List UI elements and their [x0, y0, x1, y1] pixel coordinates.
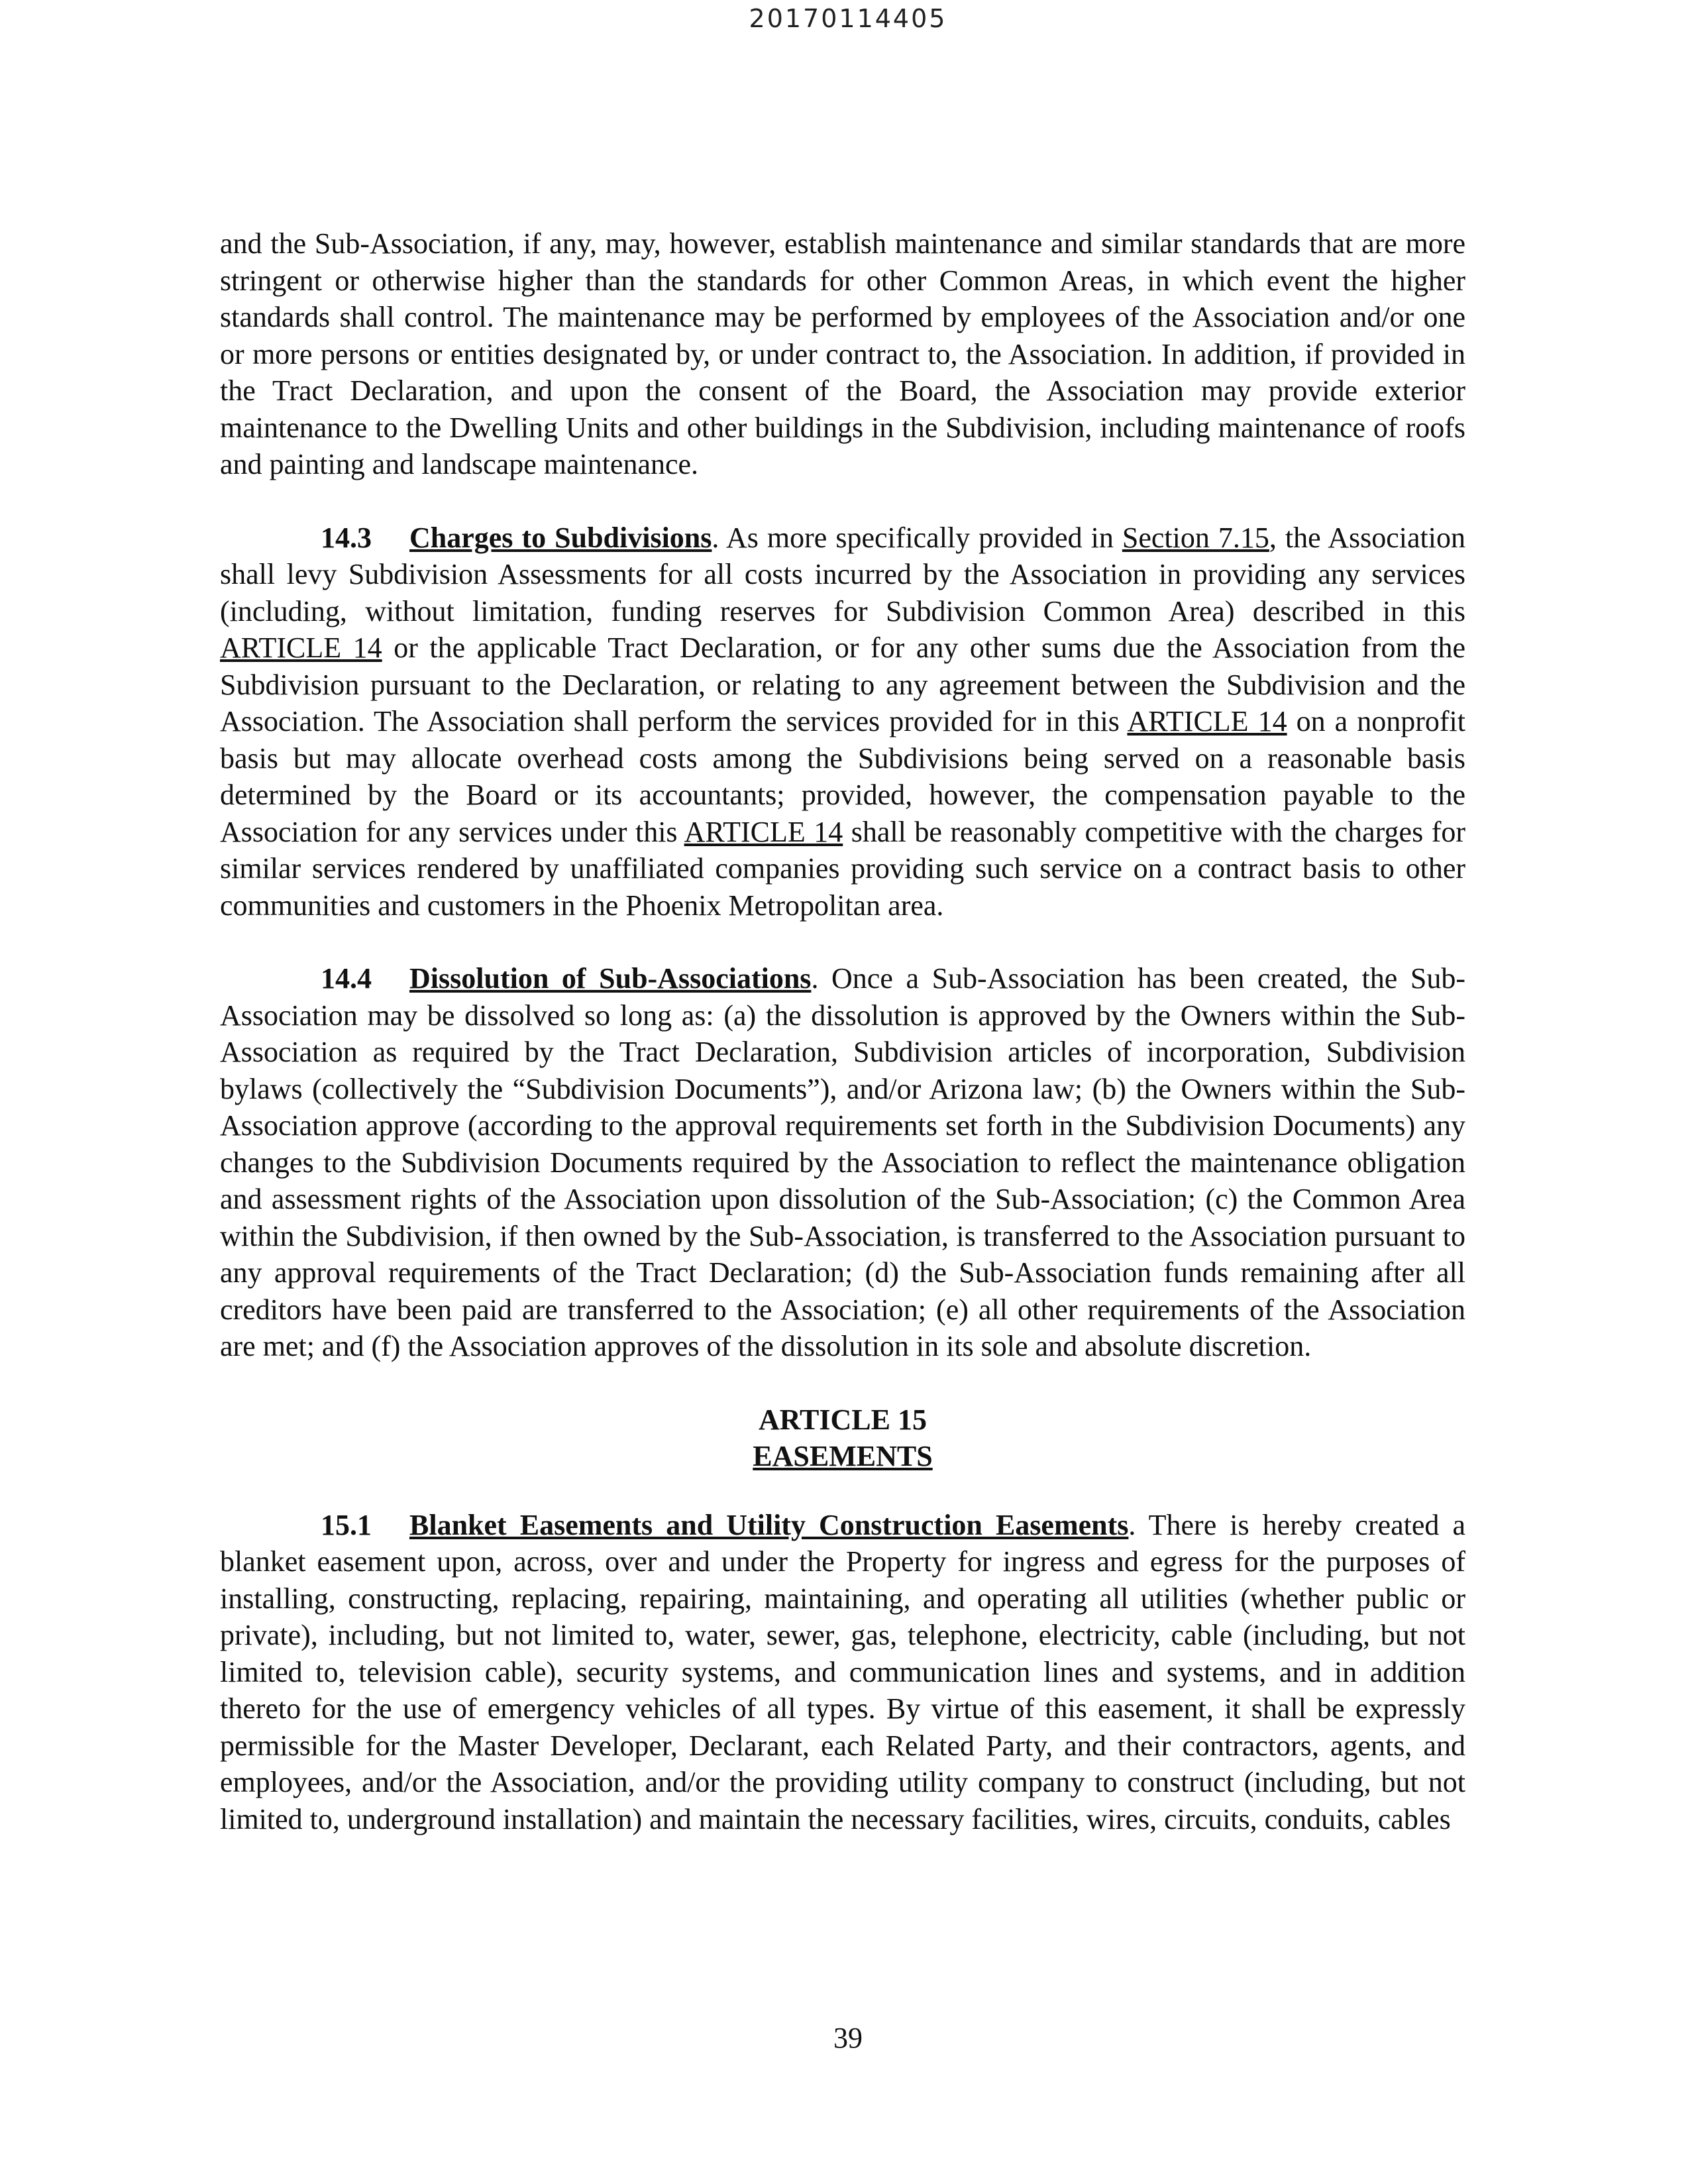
section-text: , the Association shall levy Subdivision Assessments for all costs incurred by the Association in providing any services (including, without limitation, funding reserves for Subdivision Common Area) described in this — [220, 521, 1465, 628]
section-15-1 — [220, 1507, 1465, 1838]
section-title: Charges to Subdivisions — [409, 521, 712, 554]
page-body — [220, 225, 1465, 1874]
paragraph-continuation: and the Sub-Association, if any, may, however, establish maintenance and similar standards that are more stringent or otherwise higher than the standards for other Common Areas, in which event the higher standards shall control. The maintenance may be performed by employees of the Association and/or one or more persons or entities designated by, or under contract to, the Association. In addition, if provided in the Tract Declaration, and upon the consent of the Board, the Association may provide exterior maintenance to the Dwelling Units and other buildings in the Subdivision, including maintenance of roofs and painting and landscape maintenance. — [220, 227, 1465, 480]
section-14-3 — [220, 519, 1465, 924]
cross-reference-article-14: ARTICLE 14 — [684, 815, 843, 848]
article-heading — [220, 1401, 1465, 1475]
section-title: Blanket Easements and Utility Construction Easements — [409, 1508, 1129, 1541]
article-title: EASEMENTS — [753, 1440, 933, 1472]
section-title-period: . — [1128, 1508, 1136, 1541]
document-number: 20170114405 — [749, 4, 947, 33]
section-text: There is hereby created a blanket easement upon, across, over and under the Property for ingress and egress for the purposes of installing, constructing, replacing, repairing, maintaining, and operating all utilities (whether public or private), including, but not limited to, water, sewer, gas, telephone, electricity, cable (including, but not limited to, television cable), security systems, and communication lines and systems, and in addition thereto for the use of emergency vehicles of all types. By virtue of this easement, it shall be expressly permissible for the Master Developer, Declarant, each Related Party, and their contractors, agents, and employees, and/or the Association, and/or the providing utility company to construct (including, but not limited to, underground installation) and maintain the necessary facilities, wires, circuits, conduits, cables — [220, 1508, 1465, 1835]
section-text: shall be reasonably competitive with the charges for similar services rendered by unaffiliated companies providing such service on a contract basis to other communities and customers in the Phoenix Metropolitan area. — [220, 815, 1465, 922]
section-title-period: . — [811, 962, 819, 995]
section-number: 14.3 — [321, 521, 372, 554]
section-number: 15.1 — [321, 1508, 372, 1541]
section-title-period: . — [712, 521, 719, 554]
section-text: As more specifically provided in — [719, 521, 1122, 554]
cross-reference-section-7-15: Section 7.15 — [1122, 521, 1269, 554]
section-title: Dissolution of Sub-Associations — [409, 962, 812, 995]
cross-reference-article-14: ARTICLE 14 — [1127, 705, 1287, 737]
section-text: on a nonprofit basis but may allocate overhead costs among the Subdivisions being served on a reasonable basis determined by the Board or its accountants; provided, however, the compensation payable to the Association for any services under this — [220, 705, 1465, 848]
section-number: 14.4 — [321, 962, 372, 995]
cross-reference-article-14: ARTICLE 14 — [220, 631, 382, 664]
section-text: or the applicable Tract Declaration, or for any other sums due the Association from the Subdivision pursuant to the Declaration, or relating to any agreement between the Subdivision and the Association. The Association shall perform the services provided for in this — [220, 631, 1465, 737]
section-14-4 — [220, 960, 1465, 1365]
section-text: Once a Sub-Association has been created, the Sub-Association may be dissolved so long as: (a) the dissolution is approved by the Owners within the Sub-Association as required by the Tract Declaration, Subdivision articles of incorporation, Subdivision bylaws (collectively the “Subdivision Documents”), and/or Arizona law; (b) the Owners within the Sub-Association approve (according to the approval requirements set forth in the Subdivision Documents) any changes to the Subdivision Documents required by the Association to reflect the maintenance obligation and assessment rights of the Association upon dissolution of the Sub-Association; (c) the Common Area within the Subdivision, if then owned by the Sub-Association, is transferred to the Association pursuant to any approval requirements of the Tract Declaration; (d) the Sub-Association funds remaining after all creditors have been paid are transferred to the Association; (e) all other requirements of the Association are met; and (f) the Association approves of the dissolution in its sole and absolute discretion. — [220, 962, 1465, 1362]
article-number: ARTICLE 15 — [759, 1403, 927, 1436]
page-number: 39 — [833, 2022, 863, 2054]
